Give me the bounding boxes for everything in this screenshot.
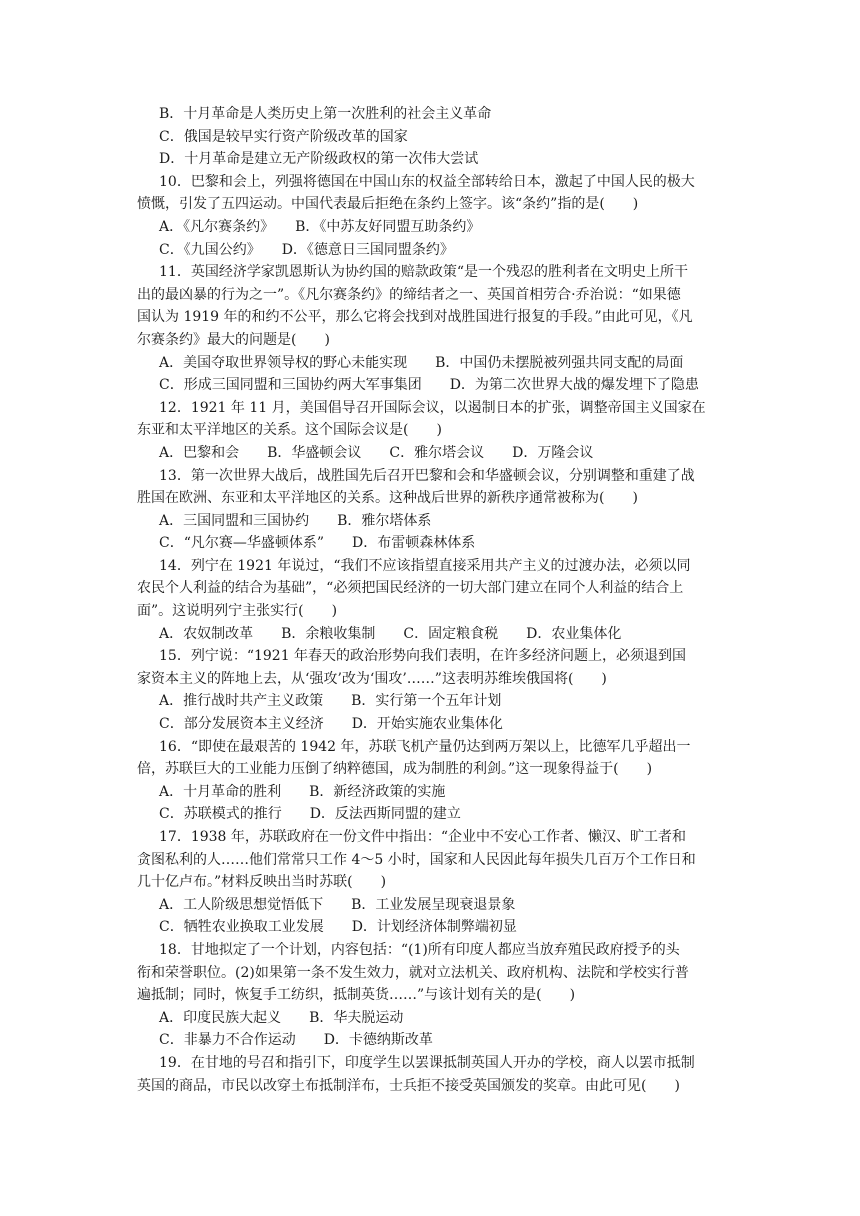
question-continuation-line: 尔赛条约》最大的问题是( ): [137, 331, 330, 348]
answer-options-line: C．俄国是较早实行资产阶级改革的国家: [159, 128, 408, 145]
answer-options-line: C．形成三国同盟和三国协约两大军事集团 D．为第二次世界大战的爆发埋下了隐患: [159, 377, 699, 394]
answer-options-line: A．巴黎和会 B．华盛顿会议 C．雅尔塔会议 D．万隆会议: [159, 444, 594, 461]
answer-options-line: A．农奴制改革 B．余粮收集制 C．固定粮食税 D．农业集体化: [159, 625, 622, 642]
question-continuation-line: 遍抵制；同时，恢复手工纺织，抵制英货……”与该计划有关的是( ): [137, 987, 576, 1004]
answer-options-line: A．三国同盟和三国协约 B．雅尔塔体系: [159, 512, 432, 529]
question-continuation-line: 贪图私利的人……他们常常只工作 4～5 小时，国家和人民因此每年损失几百万个工作日和: [137, 851, 696, 868]
question-first-line: 17．1938 年，苏联政府在一份文件中指出：“企业中不安心工作者、懒汉、旷工者和: [159, 829, 687, 845]
answer-options-line: A．推行战时共产主义政策 B．实行第一个五年计划: [159, 693, 502, 710]
answer-options-line: B．十月革命是人类历史上第一次胜利的社会主义革命: [159, 106, 492, 122]
question-continuation-line: 衔和荣誉职位。(2)如果第一条不发生效力，就对立法机关、政府机构、法院和学校实行普: [137, 964, 689, 981]
answer-options-line: C．《九国公约》 D．《德意日三国同盟条约》: [159, 241, 454, 258]
question-continuation-line: 国认为 1919 年的和约不公平，那么它将会找到对战胜国进行报复的手段。”由此可见，《凡: [137, 309, 693, 326]
question-continuation-line: 东亚和太平洋地区的关系。这个国际会议是( ): [137, 422, 442, 439]
question-continuation-line: 几十亿卢布。”材料反映出当时苏联( ): [137, 874, 387, 891]
question-continuation-line: 英国的商品，市民以改穿土布抵制洋布，士兵拒不接受英国颁发的奖章。由此可见( ): [137, 1077, 680, 1094]
answer-options-line: A．工人阶级思想觉悟低下 B．工业发展呈现衰退景象: [159, 896, 516, 913]
answer-options-line: A．《凡尔赛条约》 B．《中苏友好同盟互助条约》: [159, 218, 481, 235]
question-continuation-line: 家资本主义的阵地上去，从‘强攻’改为‘围攻’……”这表明苏维埃俄国将( ): [137, 670, 607, 687]
question-first-line: 13．第一次世界大战后，战胜国先后召开巴黎和会和华盛顿会议，分别调整和重建了战: [159, 467, 695, 484]
question-first-line: 14．列宁在 1921 年说过，“我们不应该指望直接采用共产主义的过渡办法，必须以同: [159, 557, 691, 574]
question-first-line: 10．巴黎和会上，列强将德国在中国山东的权益全部转给日本，激起了中国人民的极大: [159, 173, 695, 190]
question-first-line: 19．在甘地的号召和指引下，印度学生以罢课抵制英国人开办的学校，商人以罢市抵制: [159, 1054, 695, 1071]
answer-options-line: D．十月革命是建立无产阶级政权的第一次伟大尝试: [159, 151, 479, 168]
answer-options-line: C．苏联模式的推行 D．反法西斯同盟的建立: [159, 806, 461, 823]
question-continuation-line: 胜国在欧洲、东亚和太平洋地区的关系。这种战后世界的新秩序通常被称为( ): [137, 490, 638, 507]
question-continuation-line: 出的最凶暴的行为之一”。《凡尔赛条约》的缔结者之一、英国首相劳合·乔治说：“如果德: [137, 286, 681, 303]
question-continuation-line: 愤慨，引发了五四运动。中国代表最后拒绝在条约上签字。该“条约”指的是( ): [137, 196, 639, 213]
answer-options-line: C．“凡尔赛—华盛顿体系” D．布雷顿森林体系: [159, 535, 476, 552]
question-first-line: 15．列宁说：“1921 年春天的政治形势向我们表明，在许多经济问题上，必须退到国: [159, 648, 687, 665]
question-continuation-line: 倍，苏联巨大的工业能力压倒了纳粹德国，成为制胜的利剑。”这一现象得益于( ): [137, 761, 653, 778]
question-first-line: 12．1921 年 11 月，美国倡导召开国际会议，以遏制日本的扩张，调整帝国主义国家在: [159, 399, 706, 416]
question-continuation-line: 面”。这说明列宁主张实行( ): [137, 603, 338, 620]
question-continuation-line: 农民个人利益的结合为基础”，“必须把国民经济的一切大部门建立在同个人利益的结合上: [137, 580, 684, 597]
question-first-line: 18．甘地拟定了一个计划，内容包括：“(1)所有印度人都应当放弃殖民政府授予的头: [159, 941, 680, 958]
question-first-line: 16．“即使在最艰苦的 1942 年，苏联飞机产量仍达到两万架以上，比德军几乎超出一: [159, 738, 691, 755]
answer-options-line: C．部分发展资本主义经济 D．开始实施农业集体化: [159, 716, 503, 733]
answer-options-line: C．非暴力不合作运动 D．卡德纳斯改革: [159, 1032, 433, 1049]
answer-options-line: A．印度民族大起义 B．华夫脱运动: [159, 1009, 404, 1026]
question-first-line: 11．英国经济学家凯恩斯认为协约国的赔款政策“是一个残忍的胜利者在文明史上所干: [159, 264, 688, 281]
answer-options-line: C．牺牲农业换取工业发展 D．计划经济体制弊端初显: [159, 919, 517, 936]
answer-options-line: A．十月革命的胜利 B．新经济政策的实施: [159, 783, 446, 800]
answer-options-line: A．美国夺取世界领导权的野心未能实现 B．中国仍未摆脱被列强共同支配的局面: [159, 354, 684, 371]
